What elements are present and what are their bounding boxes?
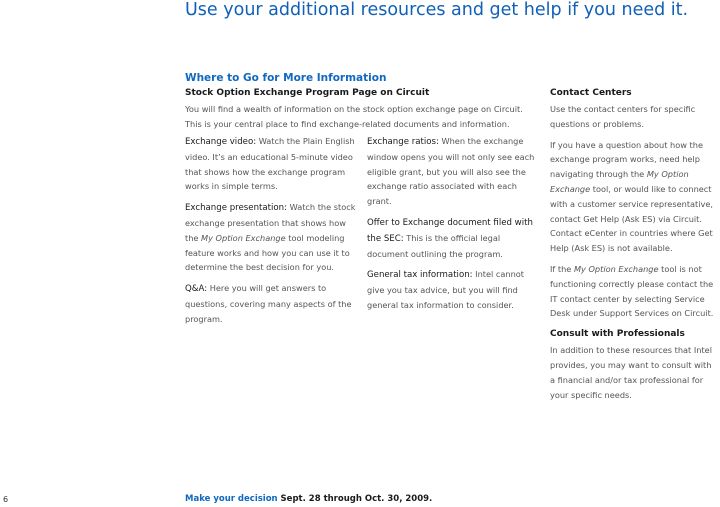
exchange-presentation-item	[185, 200, 357, 275]
left-column	[185, 134, 357, 333]
exchange-ratios-item	[367, 134, 537, 209]
section-title: Where to Go for More Information	[185, 72, 387, 84]
page-number: 6	[3, 495, 9, 504]
exchange-video-item	[185, 134, 357, 194]
consult-heading: Consult with Professionals	[550, 329, 685, 340]
tax-info-label: General tax information:	[367, 270, 473, 281]
stock-page-heading: Stock Option Exchange Program Page on Circuit	[185, 88, 430, 98]
exchange-presentation-italic: My Option Exchange	[201, 232, 286, 243]
contact-centers-p2-b: tool, or would like to connect with a customer service representative, contact Get Help (Ask ES) via Circuit. Contact eCenter in countries where Get Help (Ask ES) is not available.	[550, 183, 714, 254]
tax-info-text: Intel cannot give you tax advice, but you will find general tax information to consider.	[367, 269, 524, 310]
footer-line	[185, 494, 432, 504]
exchange-video-label: Exchange video:	[185, 137, 257, 147]
footer-dates: Sept. 28 through Oct. 30, 2009.	[277, 494, 433, 504]
contact-centers-p2	[550, 138, 718, 256]
stock-page-block	[185, 86, 530, 138]
exchange-ratios-label: Exchange ratios:	[367, 137, 439, 147]
qa-item	[185, 281, 357, 326]
contact-centers-p2-a: If you have a question about how the exchange program works, need help navigating through the	[550, 139, 703, 180]
contact-centers-p3-b: tool is not functioning correctly please contact the IT contact center by selecting Service Desk under Support Services on Circuit.	[550, 263, 714, 319]
sec-document-label: Offer to Exchange document filed with the SEC:	[367, 217, 533, 244]
exchange-presentation-label: Exchange presentation:	[185, 203, 288, 214]
stock-page-intro: You will find a wealth of information on the stock option exchange page on Circuit. This is your central place to find exchange-related documents and information.	[185, 104, 523, 129]
exchange-presentation-text-b: tool modeling feature works and how you can use it to determine the best decision for you.	[185, 232, 350, 273]
contact-centers-p3	[550, 262, 718, 321]
sec-document-text: This is the official legal document outlining the program.	[367, 232, 503, 259]
qa-label: Q&A:	[185, 284, 208, 295]
footer-highlight: Make your decision	[185, 494, 278, 504]
contact-centers-p3-italic: My Option Exchange	[573, 263, 659, 274]
exchange-ratios-text: When the exchange window opens you will not only see each eligible grant, but you will also see the exchange ratio associated with each grant.	[367, 136, 535, 207]
contact-centers-heading: Contact Centers	[550, 88, 632, 98]
exchange-presentation-text-a: Watch the stock exchange presentation that shows how the	[185, 202, 356, 243]
consult-text: In addition to these resources that Intel provides, you may want to consult with a financial and/or tax professional for your specific needs.	[550, 345, 712, 400]
contact-centers-p3-a: If the	[550, 263, 574, 274]
contact-centers-p2-italic: My Option Exchange	[550, 169, 689, 194]
sec-document-item	[367, 215, 537, 261]
tax-info-item	[367, 267, 537, 312]
qa-text: Here you will get answers to questions, covering many aspects of the program.	[185, 283, 352, 324]
exchange-video-text: Watch the Plain English video. It’s an educational 5-minute video that shows how the exchange program works in simple terms.	[185, 136, 355, 192]
middle-column	[367, 134, 537, 319]
right-column	[550, 86, 718, 408]
contact-centers-p1: Use the contact centers for specific questions or problems.	[550, 104, 696, 129]
page-headline: Use your additional resources and get help if you need it.	[185, 0, 689, 20]
